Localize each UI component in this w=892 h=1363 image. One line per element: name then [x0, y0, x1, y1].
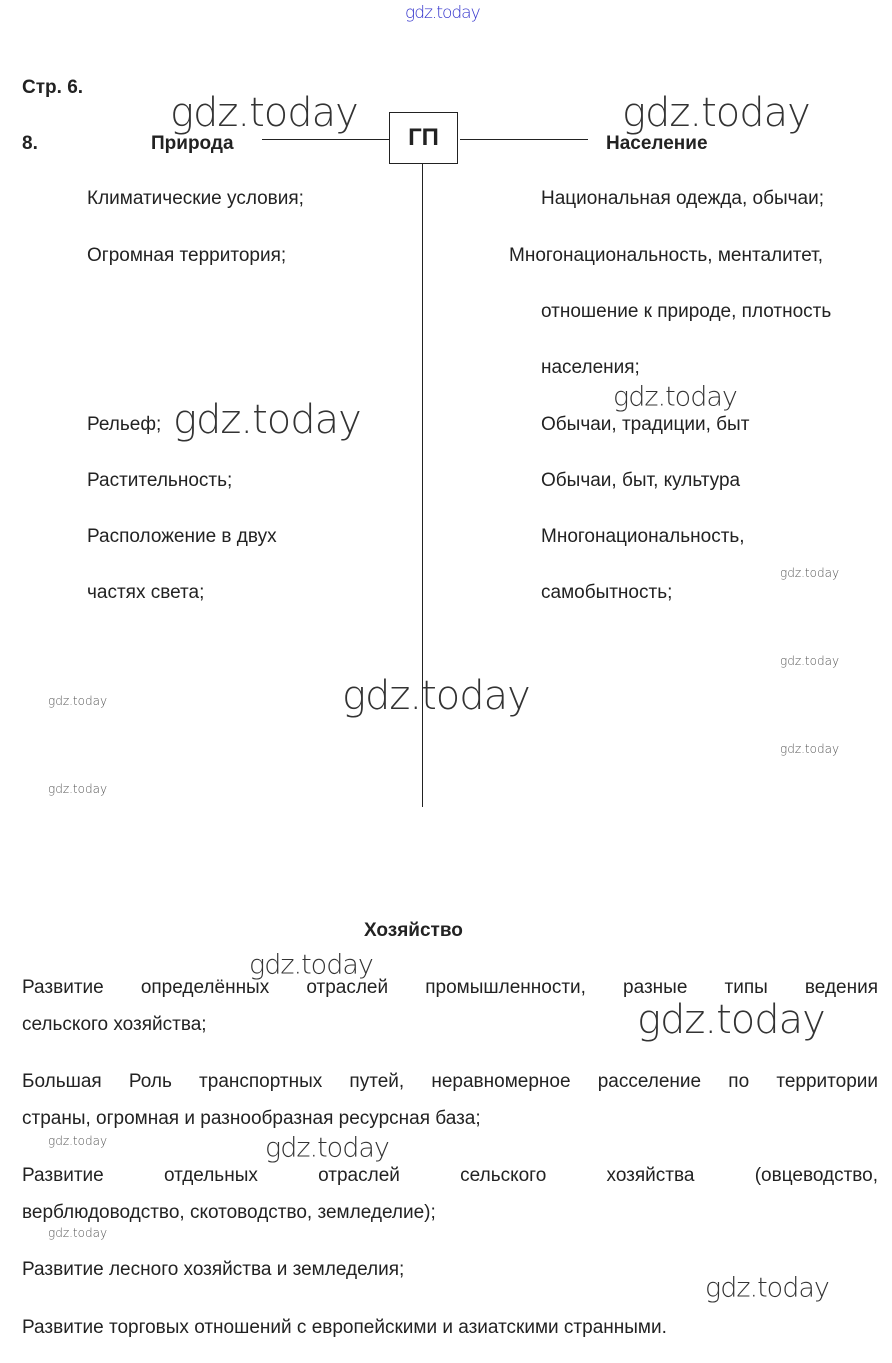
watermark: gdz.today	[48, 694, 108, 708]
watermark: gdz.today	[780, 742, 840, 756]
right-item: Национальная одежда, обычаи;	[541, 188, 824, 209]
left-item: частях света;	[87, 582, 205, 603]
right-item: Обычаи, традиции, быт	[541, 414, 750, 435]
right-item: населения;	[541, 357, 640, 378]
right-title: Население	[606, 133, 708, 154]
watermark: gdz.today	[613, 381, 737, 413]
watermark: gdz.today	[249, 949, 373, 981]
task-number: 8.	[22, 133, 38, 154]
watermark: gdz.today	[780, 566, 840, 580]
economy-line: страны, огромная и разнообразная ресурсная база;	[22, 1108, 481, 1129]
right-connector	[460, 139, 588, 140]
economy-line: верблюдоводство, скотоводство, земледелие);	[22, 1202, 436, 1223]
watermark: gdz.today	[48, 1226, 108, 1240]
left-title: Природа	[151, 133, 234, 154]
left-item: Огромная территория;	[87, 245, 287, 266]
right-item: Обычаи, быт, культура	[541, 470, 741, 491]
watermark: gdz.today	[622, 90, 810, 136]
right-item: Многонациональность,	[541, 526, 745, 547]
bottom-title: Хозяйство	[364, 920, 463, 941]
economy-line: сельского хозяйства;	[22, 1014, 207, 1035]
left-item: Климатические условия;	[87, 188, 304, 209]
page-label: Стр. 6.	[22, 77, 84, 98]
right-item: отношение к природе, плотность	[541, 301, 832, 322]
watermark: gdz.today	[48, 1134, 108, 1148]
watermark: gdz.today	[173, 397, 361, 443]
right-item: Многонациональность, менталитет,	[509, 245, 824, 266]
watermark: gdz.today	[342, 673, 530, 719]
left-item: Растительность;	[87, 470, 233, 491]
center-box: ГП	[389, 112, 458, 164]
left-item: Расположение в двух	[87, 526, 277, 547]
economy-line: Развитие лесного хозяйства и земледелия;	[22, 1259, 405, 1280]
watermark: gdz.today	[48, 782, 108, 796]
economy-line: Большая Роль транспортных путей, неравномерное расселение по территории	[22, 1071, 878, 1092]
economy-line: Развитие торговых отношений с европейскими и азиатскими странными.	[22, 1317, 667, 1338]
right-item: самобытность;	[541, 582, 673, 603]
top-watermark: gdz.today	[405, 3, 480, 23]
watermark: gdz.today	[170, 90, 358, 136]
economy-line: Развитие определённых отраслей промышленности, разные типы ведения	[22, 977, 878, 998]
watermark: gdz.today	[780, 654, 840, 668]
left-connector	[262, 139, 390, 140]
watermark: gdz.today	[637, 997, 825, 1043]
economy-line: Развитие отдельных отраслей сельского хозяйства (овцеводство,	[22, 1165, 878, 1186]
watermark: gdz.today	[705, 1272, 829, 1304]
left-item: Рельеф;	[87, 414, 162, 435]
watermark: gdz.today	[265, 1132, 389, 1164]
